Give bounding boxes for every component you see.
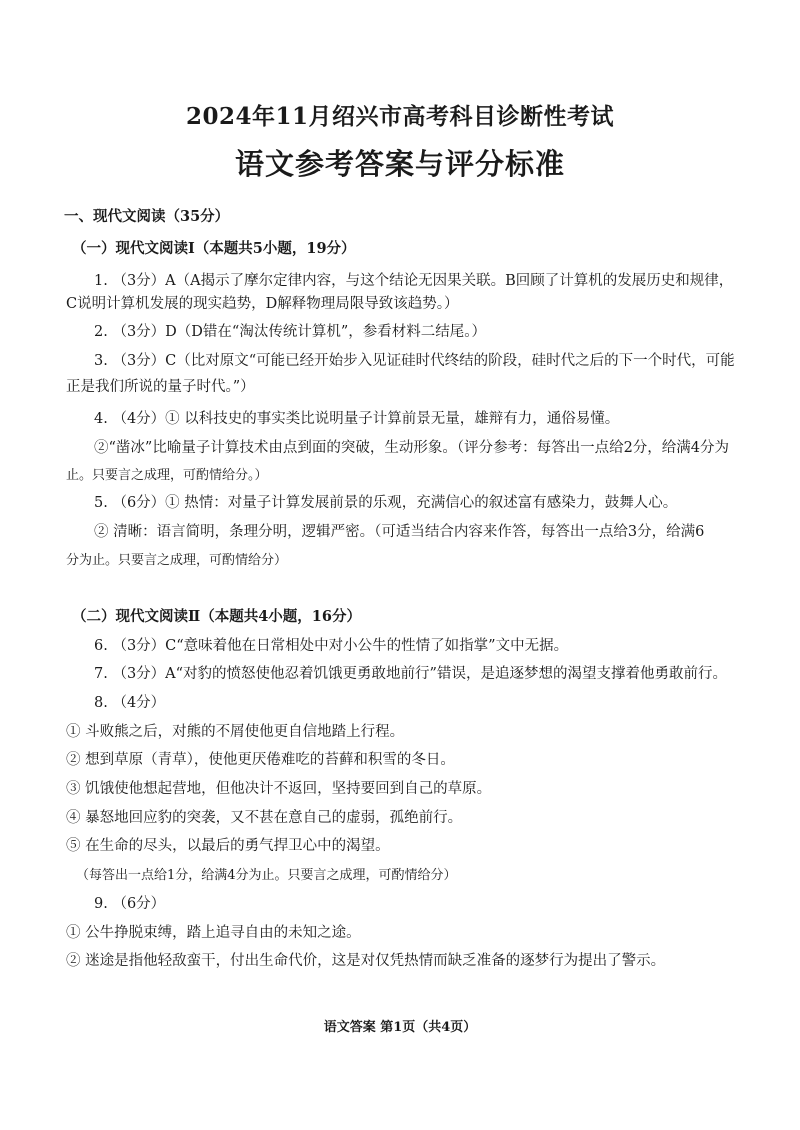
answer-line: 5. （6分）① 热情：对量子计算发展前景的乐观，充满信心的叙述富有感染力，鼓舞人心。 bbox=[94, 495, 678, 511]
answer-line: 4. （4分）① 以科技史的事实类比说明量子计算前景无量，雄辩有力，通俗易懂。 bbox=[94, 411, 620, 427]
answer-point: ② 想到草原（青草），使他更厌倦难吃的苔藓和积雪的冬日。 bbox=[66, 752, 455, 768]
answer-point: ④ 暴怒地回应豹的突袭，又不甚在意自己的虚弱，孤绝前行。 bbox=[66, 810, 463, 826]
answer-line: 3. （3分）C（比对原文“可能已经开始步入见证硅时代终结的阶段，硅时代之后的下一个时代，可能 bbox=[94, 353, 735, 369]
page-footer: 语文答案 第1页（共4页） bbox=[323, 1020, 477, 1035]
exam-title: 2024年11月绍兴市高考科目诊断性考试 bbox=[185, 103, 615, 130]
answer-line: 8. （4分） bbox=[94, 695, 166, 711]
scoring-note: 止。只要言之成理，可酌情给分。） bbox=[66, 468, 268, 483]
answer-line: 2. （3分）D（D错在“淘汰传统计算机”，参看材料二结尾。） bbox=[94, 324, 486, 340]
answer-line: ②“凿冰”比喻量子计算技术由点到面的突破，生动形象。（评分参考：每答出一点给2分，给满4分为 bbox=[94, 440, 730, 456]
answer-point: ① 公牛挣脱束缚，踏上追寻自由的未知之途。 bbox=[66, 925, 361, 941]
answer-line: C说明计算机发展的现实趋势，D解释物理局限导致该趋势。） bbox=[66, 296, 459, 312]
answer-line: 1. （3分）A（A揭示了摩尔定律内容，与这个结论无因果关联。B回顾了计算机的发展历史和规律， bbox=[94, 273, 734, 289]
answer-line: 7. （3分）A“对豹的愤怒使他忍着饥饿更勇敢地前行”错误，是追逐梦想的渴望支撑着他勇敢前行。 bbox=[94, 666, 727, 682]
section-heading-1: 一、现代文阅读（35分） bbox=[64, 208, 230, 225]
answer-point: ⑤ 在生命的尽头，以最后的勇气捍卫心中的渴望。 bbox=[66, 838, 390, 854]
answer-point: ② 迷途是指他轻敌蛮干，付出生命代价，这是对仅凭热情而缺乏准备的逐梦行为提出了警示。 bbox=[66, 953, 666, 969]
scoring-note: （每答出一点给1分，给满4分为止。只要言之成理，可酌情给分） bbox=[76, 868, 457, 883]
answer-line: ② 清晰：语言简明，条理分明，逻辑严密。（可适当结合内容来作答，每答出一点给3分，给满6 bbox=[94, 524, 705, 540]
subsection-heading-2: （二）现代文阅读Ⅱ（本题共4小题，16分） bbox=[72, 608, 361, 625]
subsection-heading-1: （一）现代文阅读Ⅰ（本题共5小题，19分） bbox=[72, 240, 356, 257]
answer-line: 正是我们所说的量子时代。”） bbox=[66, 379, 255, 395]
answer-point: ③ 饥饿使他想起营地，但他决计不返回，坚持要回到自己的草原。 bbox=[66, 781, 492, 797]
answer-point: ① 斗败熊之后，对熊的不屑使他更自信地踏上行程。 bbox=[66, 724, 405, 740]
scoring-note: 分为止。只要言之成理，可酌情给分） bbox=[66, 553, 288, 568]
answer-line: 9. （6分） bbox=[94, 896, 166, 912]
document-subtitle: 语文参考答案与评分标准 bbox=[234, 147, 565, 181]
answer-line: 6. （3分）C“意味着他在日常相处中对小公牛的性情了如指掌”文中无据。 bbox=[94, 638, 569, 654]
